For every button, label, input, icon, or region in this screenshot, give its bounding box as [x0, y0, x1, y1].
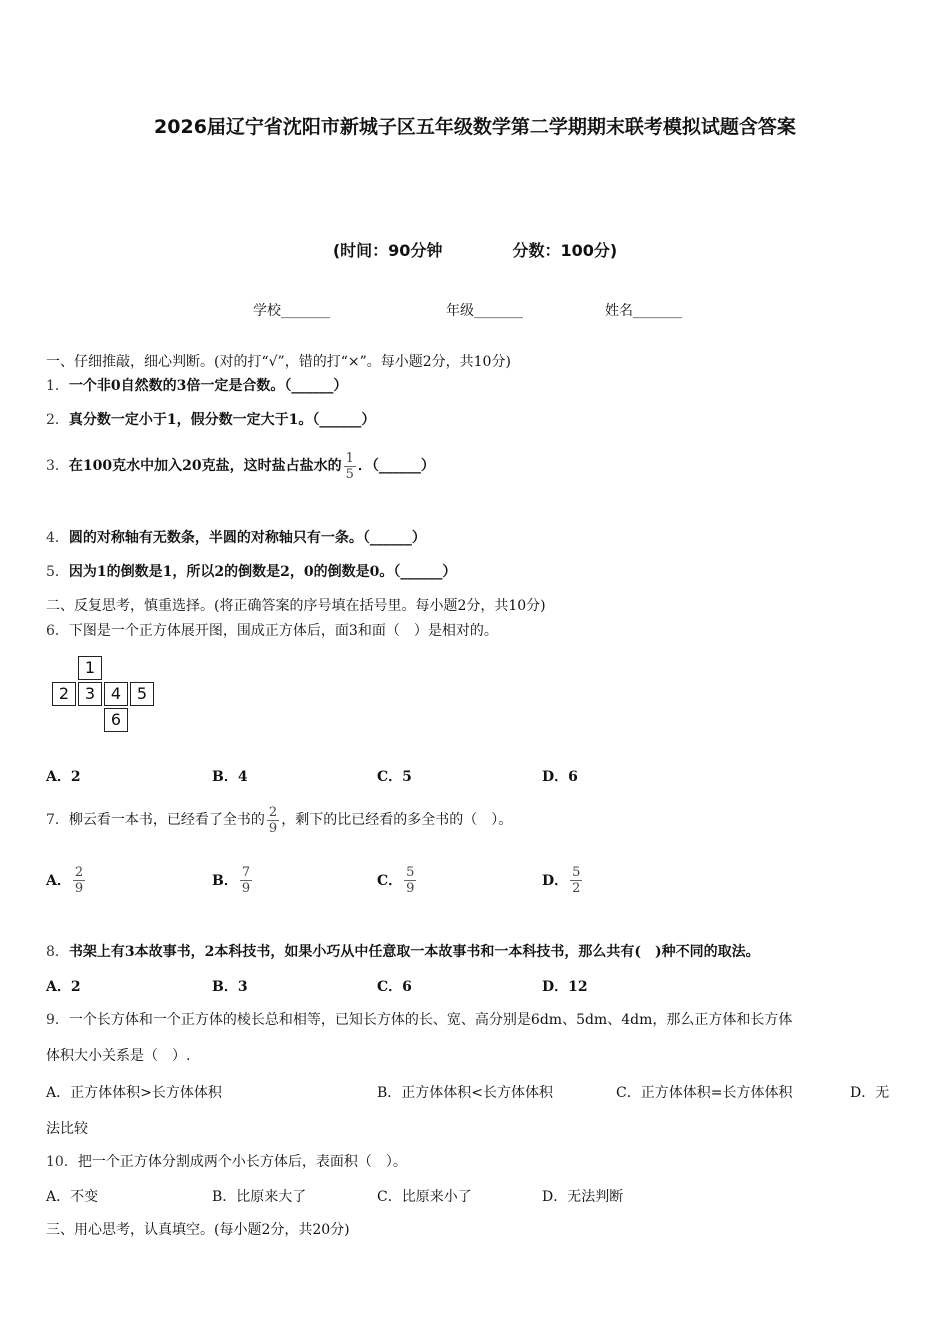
- option-a: A．2: [46, 979, 81, 995]
- question-number: 3．: [46, 458, 69, 474]
- grade-field: 年级_______: [446, 303, 523, 319]
- section2-heading: 二、反复思考，慎重选择。(将正确答案的序号填在括号里。每小题2分，共10分): [46, 598, 546, 614]
- section3-heading: 三、用心思考，认真填空。(每小题2分，共20分): [46, 1222, 350, 1238]
- question-9-continued: 体积大小关系是（ ）.: [46, 1048, 191, 1064]
- question-2: [46, 410, 375, 430]
- fraction: [570, 865, 582, 896]
- time-limit: (时间：90分钟: [332, 241, 443, 260]
- option-a: A．正方体体积>长方体体积: [46, 1085, 222, 1101]
- option-label: D．: [542, 873, 569, 889]
- fraction-numerator: 2: [268, 804, 278, 820]
- option-c: C．6: [377, 979, 412, 995]
- question-10: [46, 1152, 407, 1172]
- question-number: 8．: [46, 944, 69, 960]
- fraction-numerator: 1: [345, 450, 354, 466]
- net-face: 3: [78, 682, 102, 706]
- fraction-denominator: 5: [345, 466, 354, 482]
- fraction-denominator: 9: [241, 880, 251, 896]
- school-field: 学校_______: [253, 303, 330, 319]
- question-text: 在100克水中加入20克盐，这时盐占盐水的: [68, 458, 342, 474]
- question-text: 书架上有3本故事书，2本科技书，如果小巧从中任意取一本故事书和一本科技书，那么共有( )种不同的取法。: [68, 944, 760, 960]
- option-a: [46, 858, 87, 902]
- question-number: 5．: [46, 564, 69, 580]
- option-d: D．12: [542, 979, 588, 995]
- fraction-denominator: 9: [406, 880, 415, 896]
- fraction-denominator: 2: [572, 880, 581, 896]
- option-d: D．6: [542, 769, 578, 785]
- question-3: [46, 446, 435, 486]
- option-a: A．不变: [46, 1189, 99, 1205]
- total-score: 分数：100分): [512, 241, 618, 260]
- question-text: 把一个正方体分割成两个小长方体后，表面积（ ）。: [77, 1154, 407, 1170]
- exam-meta: [0, 238, 950, 261]
- name-field: 姓名_______: [605, 303, 682, 319]
- option-b: [212, 858, 254, 902]
- question-text-end: ，剩下的比已经看的多全书的（ ）。: [281, 812, 513, 828]
- question-text: 一个长方体和一个正方体的棱长总和相等，已知长方体的长、宽、高分别是6dm、5dm、4dm，那么正方体和长方体: [68, 1012, 793, 1028]
- fraction: [73, 865, 85, 896]
- option-b: B．正方体体积<长方体体积: [377, 1085, 554, 1101]
- option-label: A．: [46, 873, 71, 889]
- question-9: [46, 1010, 792, 1030]
- question-text: 一个非0自然数的3倍一定是合数。（______）: [68, 378, 348, 394]
- question-text: 真分数一定小于1，假分数一定大于1。（______）: [68, 412, 376, 428]
- net-face: 2: [52, 682, 76, 706]
- fraction: [404, 865, 416, 896]
- option-c: C．比原来小了: [377, 1189, 472, 1205]
- option-d: D．无法判断: [542, 1189, 624, 1205]
- option-label: C．: [377, 873, 403, 889]
- cube-net-diagram: [48, 654, 160, 736]
- question-4: [46, 528, 426, 548]
- net-face: 4: [104, 682, 128, 706]
- net-face: 5: [130, 682, 154, 706]
- fraction-numerator: 5: [406, 864, 415, 880]
- question-text: 因为1的倒数是1，所以2的倒数是2，0的倒数是0。（______）: [68, 564, 457, 580]
- option-d-wrap: 法比较: [46, 1121, 88, 1137]
- question-number: 1．: [46, 378, 69, 394]
- question-number: 4．: [46, 530, 69, 546]
- option-c: [377, 858, 418, 902]
- question-text: 下图是一个正方体展开图，围成正方体后，面3和面（ ）是相对的。: [68, 623, 498, 639]
- option-b: B．4: [212, 769, 248, 785]
- question-number: 2．: [46, 412, 69, 428]
- question-text: 柳云看一本书，已经看了全书的: [68, 812, 265, 828]
- option-b: B．3: [212, 979, 248, 995]
- question-number: 10．: [46, 1154, 78, 1170]
- question-number: 6．: [46, 623, 69, 639]
- question-5: [46, 562, 456, 582]
- question-number: 9．: [46, 1012, 69, 1028]
- answer-blank: ．（______）: [357, 458, 435, 474]
- fraction-denominator: 9: [74, 880, 84, 896]
- net-face: 6: [104, 708, 128, 732]
- option-c: C．5: [377, 769, 412, 785]
- option-c: C．正方体体积=长方体体积: [616, 1085, 793, 1101]
- question-8: [46, 942, 760, 962]
- fraction-numerator: 5: [572, 864, 581, 880]
- fraction-numerator: 7: [241, 864, 251, 880]
- question-7: [46, 800, 512, 840]
- question-6: [46, 621, 498, 641]
- net-face: 1: [78, 656, 102, 680]
- fraction: [240, 865, 252, 896]
- question-1: [46, 376, 347, 396]
- option-a: A．2: [46, 769, 81, 785]
- option-d: [542, 858, 584, 902]
- page-title: 2026届辽宁省沈阳市新城子区五年级数学第二学期期末联考模拟试题含答案: [154, 116, 796, 138]
- fraction: [267, 805, 279, 836]
- question-text: 圆的对称轴有无数条，半圆的对称轴只有一条。（______）: [68, 530, 426, 546]
- question-number: 7．: [46, 812, 69, 828]
- option-b: B．比原来大了: [212, 1189, 307, 1205]
- fraction-denominator: 9: [268, 820, 278, 836]
- section1-heading: 一、仔细推敲，细心判断。(对的打“√”，错的打“×”。每小题2分，共10分): [46, 354, 511, 370]
- option-d: D．无: [850, 1085, 890, 1101]
- fraction-numerator: 2: [74, 864, 84, 880]
- option-label: B．: [212, 873, 238, 889]
- fraction: [344, 451, 356, 482]
